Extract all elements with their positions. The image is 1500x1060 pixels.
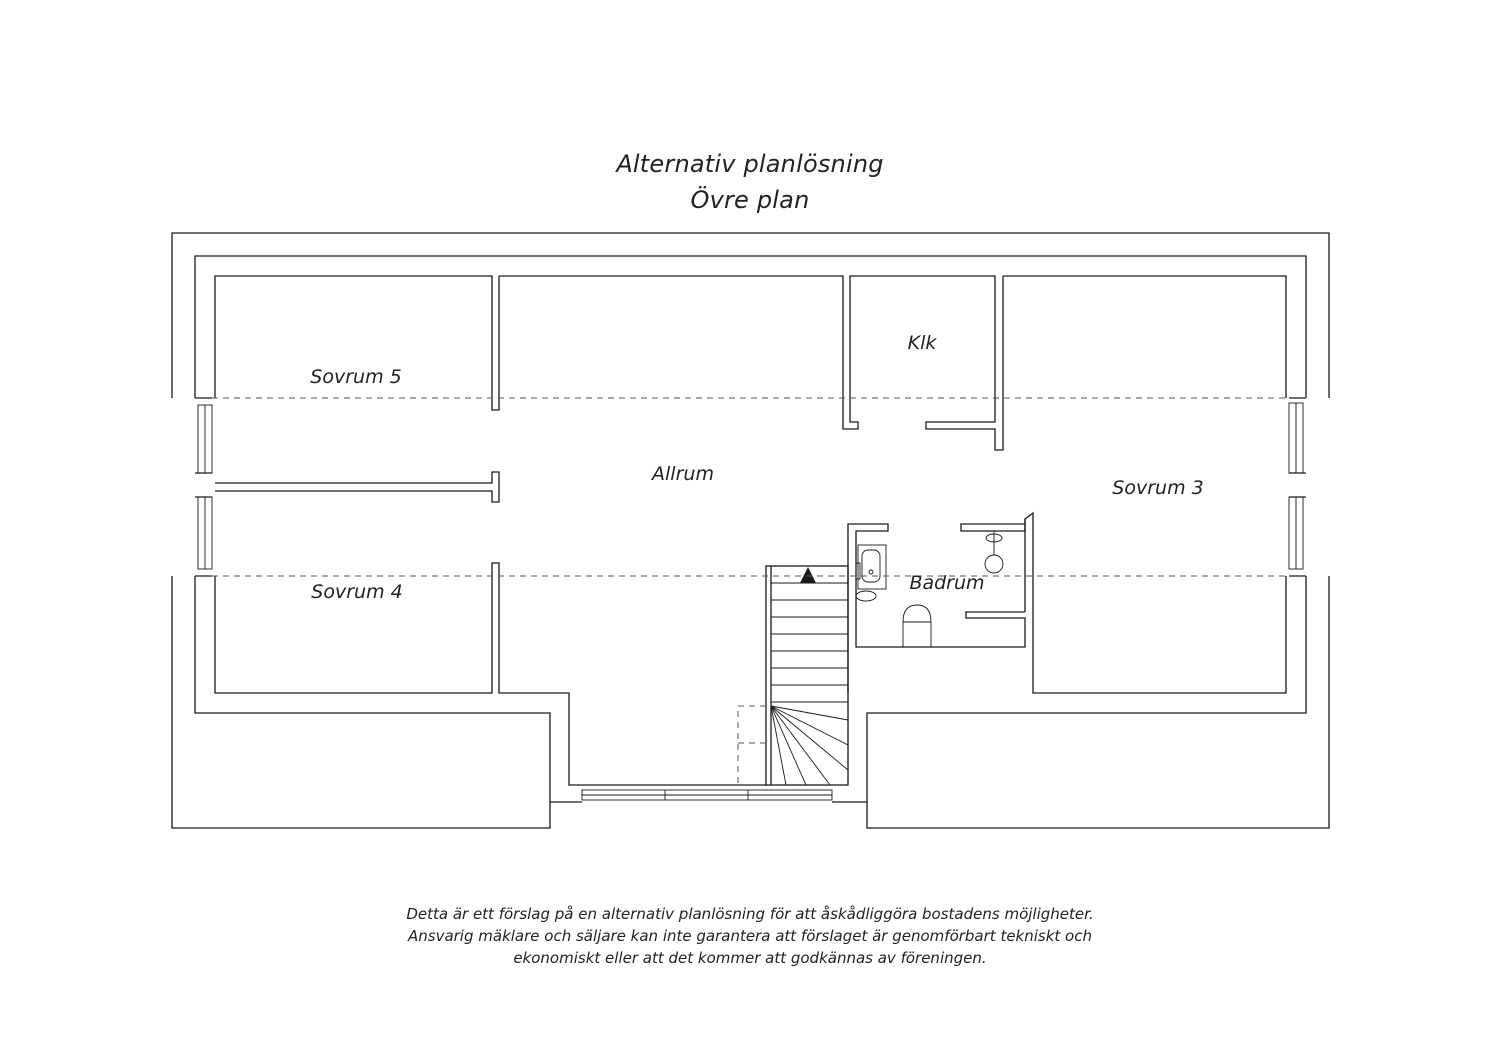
room-label-allrum: Allrum (652, 463, 714, 485)
roof-outline (172, 233, 1329, 828)
disclaimer-line: ekonomiskt eller att det kommer att godkännas av föreningen. (513, 949, 987, 967)
stair-direction-arrow (800, 567, 816, 583)
room-label-badrum: Badrum (909, 572, 985, 594)
room-label-sovrum3: Sovrum 3 (1112, 477, 1204, 499)
plan-title: Alternativ planlösning (616, 150, 884, 178)
inner-walls (215, 276, 1286, 785)
room-label-sovrum5: Sovrum 5 (310, 366, 402, 388)
plan-subtitle: Övre plan (690, 186, 810, 214)
disclaimer-line: Detta är ett förslag på en alternativ planlösning för att åskådliggöra bostadens möjligheter. (406, 905, 1094, 923)
disclaimer (0, 903, 1500, 969)
room-label-klk: Klk (907, 332, 937, 354)
room-label-sovrum4: Sovrum 4 (311, 581, 403, 603)
washbasin-small-icon (856, 591, 876, 601)
disclaimer-line: Ansvarig mäklare och säljare kan inte garantera att förslaget är genomförbart tekniskt och (407, 927, 1092, 945)
shower-icon (985, 555, 1003, 573)
outer-wall (195, 256, 1306, 802)
staircase (738, 566, 848, 785)
toilet-icon (903, 605, 931, 647)
